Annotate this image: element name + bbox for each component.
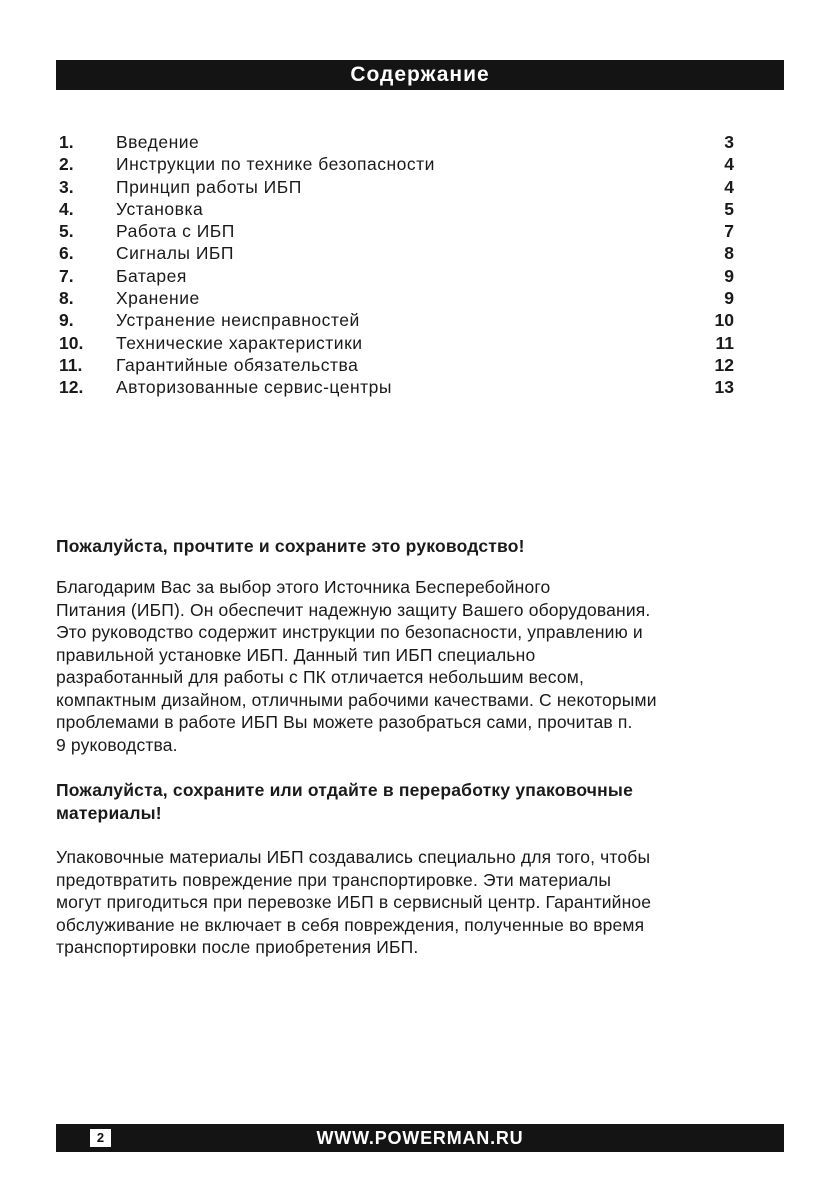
toc-label: Установка xyxy=(116,198,204,219)
toc-label: Батарея xyxy=(116,265,187,286)
toc-label: Сигналы ИБП xyxy=(116,243,234,264)
toc-number: 11. xyxy=(59,354,83,375)
toc-entry xyxy=(59,287,739,309)
toc-label: Технические характеристики xyxy=(116,332,363,353)
toc-entry xyxy=(59,376,739,398)
toc-page: 12 xyxy=(714,354,734,375)
toc-number: 12. xyxy=(59,377,84,398)
paragraph-line: компактным дизайном, отличными рабочими качествами. С некоторыми xyxy=(56,689,657,710)
paragraph-line: Упаковочные материалы ИБП создавались специально для того, чтобы xyxy=(56,847,651,867)
toc-number: 7. xyxy=(59,265,74,286)
toc-label: Хранение xyxy=(116,288,200,309)
page-title: Содержание xyxy=(56,60,784,90)
paragraph-line: предотвратить повреждение при транспортировке. Эти материалы xyxy=(56,869,612,890)
toc-page: 7 xyxy=(724,221,734,242)
toc-page: 8 xyxy=(724,243,734,264)
toc-number: 5. xyxy=(59,221,74,242)
toc-number: 1. xyxy=(59,132,74,152)
toc-label: Устранение неисправностей xyxy=(116,310,360,331)
packaging-heading xyxy=(56,779,786,824)
toc-entry xyxy=(59,309,739,331)
toc-page: 11 xyxy=(715,332,734,353)
toc-page: 4 xyxy=(724,154,734,175)
toc-page: 9 xyxy=(724,288,734,309)
paragraph-line: правильной установке ИБП. Данный тип ИБП специально xyxy=(56,644,536,665)
toc-number: 9. xyxy=(59,310,74,331)
toc-entry xyxy=(59,242,739,264)
intro-paragraph xyxy=(56,576,796,756)
toc-page: 5 xyxy=(724,198,734,219)
paragraph-line: 9 руководства. xyxy=(56,734,178,755)
table-of-contents xyxy=(59,131,739,399)
toc-label: Работа с ИБП xyxy=(116,221,235,242)
toc-page: 4 xyxy=(724,176,734,197)
toc-entry xyxy=(59,265,739,287)
toc-entry xyxy=(59,153,739,175)
paragraph-line: проблемами в работе ИБП Вы можете разобраться сами, прочитав п. xyxy=(56,712,633,732)
packaging-paragraph xyxy=(56,846,796,959)
toc-entry xyxy=(59,198,739,220)
toc-entry xyxy=(59,176,739,198)
toc-number: 3. xyxy=(59,176,74,197)
paragraph-line: Это руководство содержит инструкции по безопасности, управлению и xyxy=(56,622,643,642)
heading-line: Пожалуйста, сохраните или отдайте в переработку упаковочные xyxy=(56,780,634,800)
paragraph-line: разработанный для работы с ПК отличается небольшим весом, xyxy=(56,667,584,687)
toc-number: 10. xyxy=(59,332,84,353)
paragraph-line: могут пригодиться при перевозке ИБП в сервисный центр. Гарантийное xyxy=(56,892,652,912)
toc-label: Гарантийные обязательства xyxy=(116,354,359,375)
toc-page: 9 xyxy=(724,265,734,286)
toc-label: Введение xyxy=(116,132,200,152)
heading-line: Пожалуйста, прочтите и сохраните это руководство! xyxy=(56,536,525,556)
toc-entry xyxy=(59,332,739,354)
toc-page: 10 xyxy=(714,310,734,331)
footer-bar xyxy=(56,1124,784,1152)
toc-number: 4. xyxy=(59,198,74,219)
website-link[interactable]: WWW.POWERMAN.RU xyxy=(316,1128,524,1148)
paragraph-line: транспортировки после приобретения ИБП. xyxy=(56,937,419,957)
paragraph-line: Питания (ИБП). Он обеспечит надежную защиту Вашего оборудования. xyxy=(56,599,651,620)
page-number: 2 xyxy=(90,1129,111,1147)
toc-number: 8. xyxy=(59,288,74,309)
toc-entry xyxy=(59,354,739,376)
toc-label: Принцип работы ИБП xyxy=(116,176,302,197)
heading-line: материалы! xyxy=(56,802,162,823)
paragraph-line: обслуживание не включает в себя повреждения, полученные во время xyxy=(56,914,645,935)
toc-page: 3 xyxy=(724,132,734,152)
read-manual-heading xyxy=(56,535,786,558)
toc-page: 13 xyxy=(714,377,734,398)
toc-label: Инструкции по технике безопасности xyxy=(116,154,435,175)
toc-label: Авторизованные сервис-центры xyxy=(116,377,392,398)
toc-entry xyxy=(59,131,739,153)
toc-number: 6. xyxy=(59,243,74,264)
toc-entry xyxy=(59,220,739,242)
paragraph-line: Благодарим Вас за выбор этого Источника Бесперебойного xyxy=(56,577,551,597)
toc-number: 2. xyxy=(59,154,74,175)
